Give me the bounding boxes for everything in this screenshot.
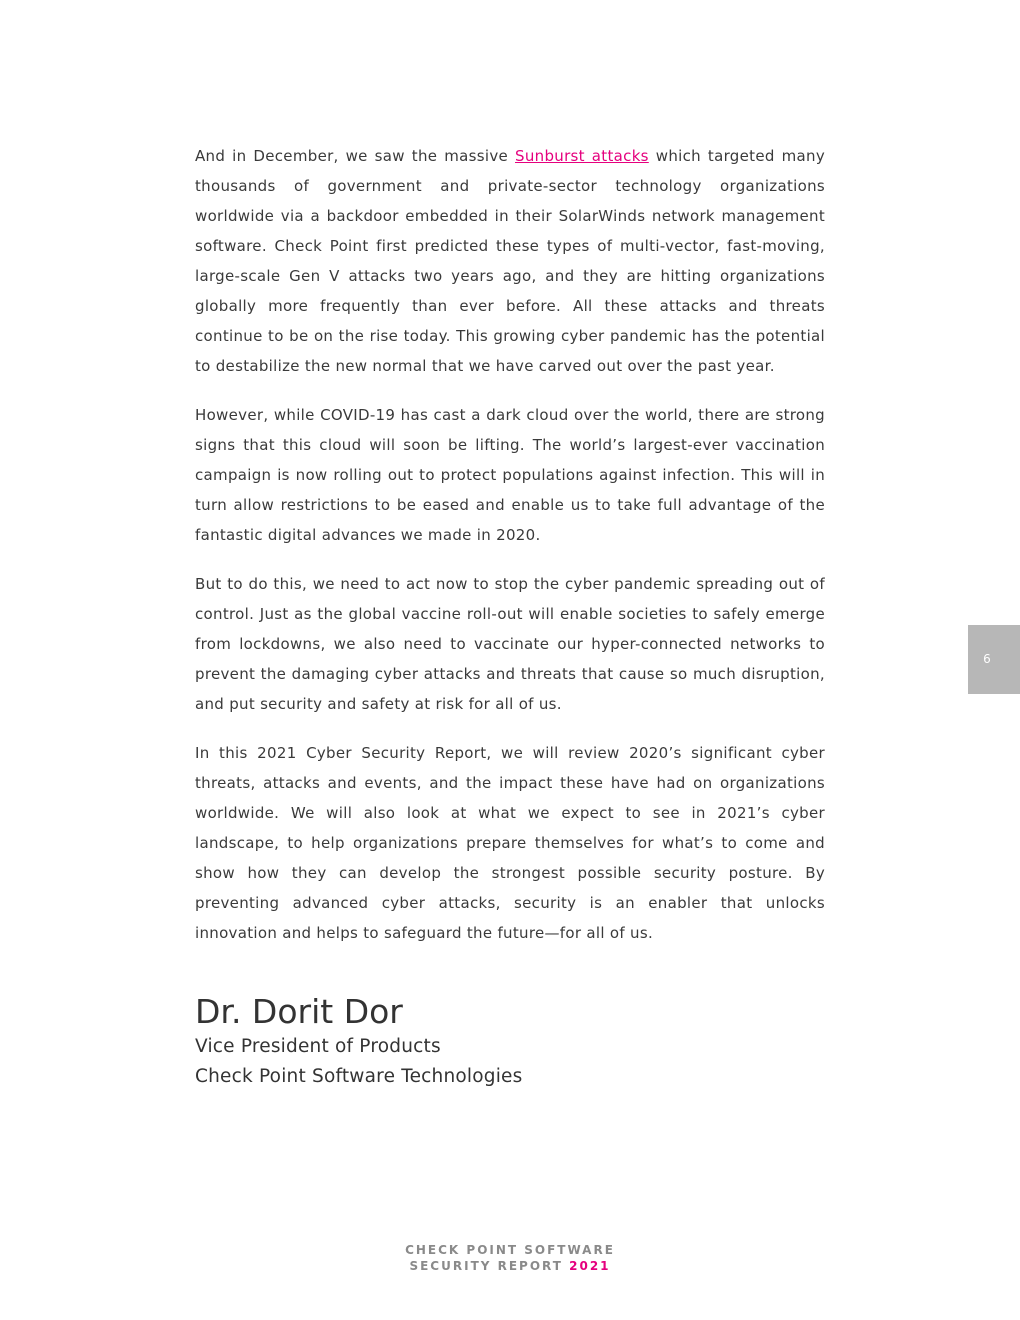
paragraph-1-start: And in December, we saw the massive [195,147,516,165]
paragraph-1 [195,141,825,381]
letter-body [195,141,825,967]
footer-report [0,1259,1020,1273]
footer-brand: CHECK POINT SOFTWARE [405,1243,615,1257]
paragraph-3: But to do this, we need to act now to stop the cyber pandemic spreading out of control. Just as the global vaccine roll-out will enable societies to safely emerge from lockdowns, we also need to vaccinate our hyper-connected networks to prevent the damaging cyber attacks and threats that cause so much disruption, and put security and safety at risk for all of us. [195,575,825,713]
page-number: 6 [983,652,991,666]
page-number-tab [968,625,1020,694]
paragraph-1-end: which targeted many thousands of government and private-sector technology organizations worldwide via a backdoor embedded in their SolarWinds network management software. Check Point first predicted these types of multi-vector, fast-moving, large-scale Gen V attacks two years ago, and they are hitting organizations globally more frequently than ever before. All these attacks and threats continue to be on the rise today. This growing cyber pandemic has the potential to destabilize the new normal that we have carved out over the past year. [195,147,826,375]
paragraph-2: However, while COVID-19 has cast a dark cloud over the world, there are strong signs that this cloud will soon be lifting. The world’s largest-ever vaccination campaign is now rolling out to protect populations against infection. This will in turn allow restrictions to be eased and enable us to take full advantage of the fantastic digital advances we made in 2020. [195,406,825,544]
footer-year: 2021 [569,1259,611,1273]
signature-name: Dr. Dorit Dor [195,992,403,1031]
signature-company: Check Point Software Technologies [195,1066,523,1087]
signature-title: Vice President of Products [195,1036,441,1057]
sunburst-attacks-link[interactable]: Sunburst attacks [515,147,649,165]
footer-report-label: SECURITY REPORT [409,1259,570,1273]
paragraph-4: In this 2021 Cyber Security Report, we will review 2020’s significant cyber threats, attacks and events, and the impact these have had on organizations worldwide. We will also look at what we expect to see in 2021’s cyber landscape, to help organizations prepare themselves for what’s to come and show how they can develop the strongest possible security posture. By preventing advanced cyber attacks, security is an enabler that unlocks innovation and helps to safeguard the future—for all of us. [195,744,825,942]
